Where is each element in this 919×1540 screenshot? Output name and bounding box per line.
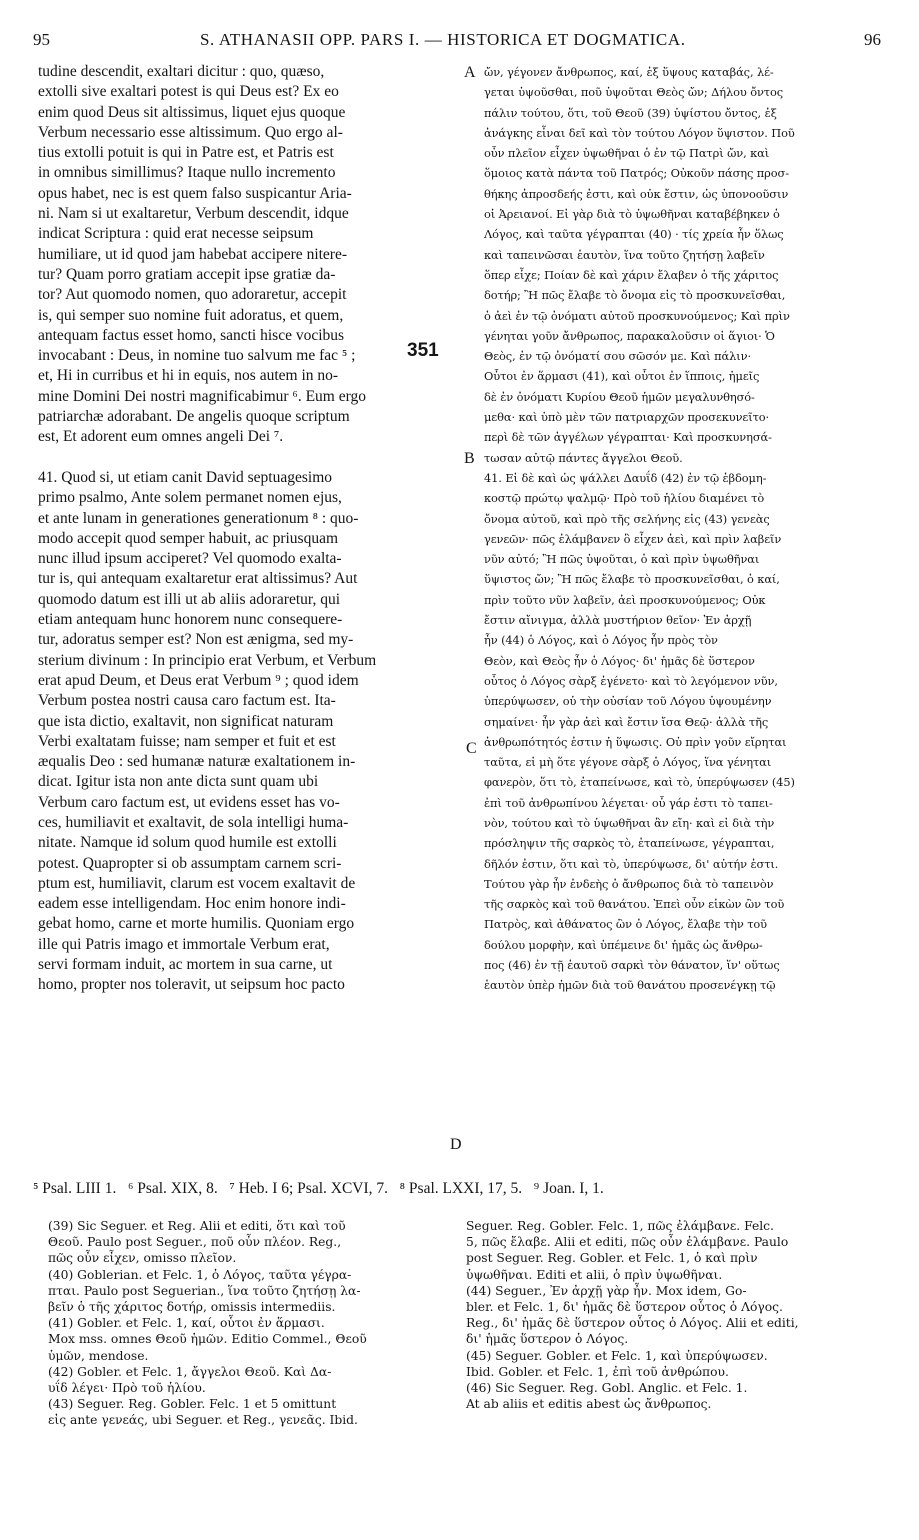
latin-text-line: antequam factus esset homo, sancti hisce vocibus [38, 326, 345, 344]
margin-letter-a: A [464, 64, 476, 81]
scripture-references: ⁵ Psal. LIII 1. ⁶ Psal. XIX, 8. ⁷ Heb. I 6; Psal. XCVI, 7. ⁸ Psal. LXXI, 17, 5. ⁹ Joan. I, 1. [33, 1180, 604, 1197]
latin-text-line: in omnibus simillimus? Itaque nullo incremento [38, 164, 336, 182]
greek-text-line: ἐπὶ τοῦ ἀνθρωπίνου λέγεται· οὗ γάρ ἐστι τὸ ταπει- [484, 795, 773, 810]
latin-text-line: ptum est, humiliavit, clarum est vocem exaltavit de [38, 874, 356, 892]
footnote-line: εἰς ante γενεάς, ubi Seguer. et Reg., γενεᾶς. Ibid. [48, 1413, 358, 1428]
latin-text-line: patriarchæ adorabant. De angelis quoque scriptum [38, 408, 350, 426]
greek-text-line: δὲ ἐν ὀνόματι Κυρίου Θεοῦ ἡμῶν μεγαλυνθησό- [484, 389, 755, 404]
greek-text-line: Πατρὸς, καὶ ἀθάνατος ὢν ὁ Λόγος, ἔλαβε τὴν τοῦ [484, 917, 767, 932]
greek-text-line: οὗτος ὁ Λόγος σὰρξ ἐγένετο· καὶ τὸ λεγόμενον νῦν, [484, 673, 778, 688]
latin-text-line: erat apud Deum, et Deus erat Verbum ⁹ ; quod idem [38, 671, 359, 689]
marginal-page-reference: 351 [407, 340, 439, 361]
greek-text-line: καὶ ταπεινῶσαι ἑαυτὸν, ἵνα τοῦτο ζητήσῃ λαβεῖν [484, 247, 765, 262]
greek-text-line: πος (46) ἐν τῇ ἑαυτοῦ σαρκὶ τὸν θάνατον, ἵν' οὕτως [484, 958, 780, 973]
latin-text-line: Verbi exaltatam fuisse; nam semper et fuit et est [38, 732, 336, 750]
greek-column [484, 62, 884, 996]
footnote-line: (39) Sic Seguer. et Reg. Alii et editi, ὅτι καὶ τοῦ [48, 1219, 346, 1233]
latin-text-line: que ista dictio, exaltavit, non significat naturam [38, 712, 334, 730]
greek-text-line: ταῦτα, εἰ μὴ ὅτε γέγονε σὰρξ ὁ Λόγος, ἵνα γένηται [484, 755, 772, 770]
latin-text-line: sterium divinum : In principio erat Verbum, et Verbum [38, 651, 377, 669]
latin-text-line: tor? Aut quomodo nomen, quo adoraretur, accepit [38, 286, 347, 304]
latin-text-line: tur? Quam porro gratiam accepit ipse gratiæ da- [38, 265, 336, 283]
footnotes-right [466, 1218, 891, 1412]
greek-text-line: οὖν πλεῖον εἶχεν ὑψωθῆναι ὁ ἐν τῷ Πατρὶ ὤν, καὶ [484, 146, 770, 161]
footnote-line: υΐδ λέγει· Πρὸ τοῦ ἡλίου. [48, 1380, 206, 1395]
greek-text-line: ἀνάγκης εἶναι δεῖ καὶ τὸν τούτου Λόγον ὕψιστον. Ποῦ [484, 125, 795, 140]
latin-text-line: etiam antequam hunc honorem nunc consequere- [38, 611, 343, 629]
greek-text-line: Θεὸν, καὶ Θεὸς ἦν ὁ Λόγος· δι' ἡμᾶς δὲ ὕστερον [484, 653, 755, 668]
greek-text-line: πρὶν τοῦτο νῦν λαβεῖν, ἀεὶ προσκυνούμενος; Οὐκ [484, 592, 766, 607]
greek-text-line: ἑαυτὸν ὑπὲρ ἡμῶν διὰ τοῦ θανάτου προσενέγκῃ τῷ [484, 978, 776, 993]
footnote-line: ὑψωθῆναι. Editi et alii, ὁ πρὶν ὑψωθῆναι. [466, 1267, 723, 1282]
latin-text-line: 41. Quod si, ut etiam canit David septuagesimo [38, 468, 333, 486]
greek-text-line: νῦν αὐτό; Ἢ πῶς ὑψοῦται, ὁ καὶ πρὶν ὑψωθῆναι [484, 552, 760, 567]
latin-text-line: et ante lunam in generationes generationum ⁸ : quo- [38, 509, 359, 527]
footnotes-left [48, 1218, 458, 1428]
greek-text-line: ὅμοιος κατὰ πάντα τοῦ Πατρός; Οὐκοῦν πάσης προσ- [484, 166, 789, 181]
greek-text-line: δοτήρ; Ἢ πῶς ἔλαβε τὸ ὄνομα εἰς τὸ προσκυνεῖσθαι, [484, 288, 786, 303]
footnote-line: (40) Goblerian. et Felc. 1, ὁ Λόγος, ταῦτα γέγρα- [48, 1267, 352, 1282]
greek-text-line: Θεὸς, ἐν τῷ ὀνόματί σου σῶσόν με. Καὶ πάλιν· [484, 349, 751, 364]
greek-text-line: θήκης ἀπροσδεής ἐστι, καὶ οὐκ ἔστιν, ὡς ὑπονοοῦσιν [484, 186, 789, 201]
latin-text-line: ille qui Patris imago et immortale Verbum erat, [38, 935, 330, 953]
greek-text-line: ὑπερύψωσεν, οὐ τὴν οὐσίαν τοῦ Λόγου ὑψουμένην [484, 694, 772, 709]
running-title: S. ATHANASII OPP. PARS I. — HISTORICA ET DOGMATICA. [200, 30, 686, 49]
footnote-line: (46) Sic Seguer. Reg. Gobl. Anglic. et Felc. 1. [466, 1380, 748, 1395]
footnote-line: Seguer. Reg. Gobler. Felc. 1, πῶς ἐλάμβανε. Felc. [466, 1219, 774, 1233]
footnote-line: (41) Gobler. et Felc. 1, καί, οὗτοι ἐν ἅρμασι. [48, 1316, 325, 1331]
greek-text-line: τωσαν αὐτῷ πάντες ἄγγελοι Θεοῦ. [484, 450, 683, 465]
greek-text-line: γένηται γοῦν ἄνθρωπος, παρακαλοῦσιν οἱ ἅγιοι· Ὁ [484, 328, 775, 343]
greek-text-line: πάλιν τούτου, ὅτι, τοῦ Θεοῦ (39) ὑψίστου ὄντος, ἐξ [484, 105, 777, 120]
latin-text-line: tius extolli potuit is qui in Patre est, et Patris est [38, 144, 334, 162]
greek-text-line: φανερὸν, ὅτι τὸ, ἐταπείνωσε, καὶ τὸ, ὑπερύψωσεν (45) [484, 775, 795, 790]
latin-text-line: Verbum necessario esse altissimum. Quo ergo al- [38, 123, 343, 141]
greek-text-line: τῆς σαρκὸς καὶ τοῦ θανάτου. Ἐπεὶ οὖν εἰκὼν ὢν τοῦ [484, 897, 785, 912]
latin-text-line: nunc illud ipsum acciperet? Vel quomodo exalta- [38, 550, 342, 568]
latin-text-line: ni. Nam si ut exaltaretur, Verbum descendit, idque [38, 205, 349, 223]
latin-text-line: homo, propter nos toleravit, ut seipsum hoc pacto [38, 976, 345, 994]
greek-text-line: 41. Εἰ δὲ καὶ ὡς ψάλλει Δαυΐδ (42) ἐν τῷ ἑβδομη- [484, 470, 767, 485]
latin-text-line: gebat homo, carne et morte humilis. Quoniam ergo [38, 915, 355, 933]
footnote-line: 5, πῶς ἔλαβε. Alii et editi, πῶς οὖν ἐλάμβανε. Paulo [466, 1235, 789, 1250]
footnote-line: post Seguer. Reg. Gobler. et Felc. 1, ὁ καὶ πρὶν [466, 1251, 758, 1266]
margin-letter-d: D [450, 1136, 462, 1153]
greek-text-line: ὁ ἀεὶ ἐν τῷ ὀνόματι αὐτοῦ προσκυνούμενος; Καὶ πρὶν [484, 308, 790, 323]
footnote-line: Θεοῦ. Paulo post Seguer., ποῦ οὖν πλέον. Reg., [48, 1235, 342, 1250]
greek-text-line: δούλου μορφὴν, καὶ ὑπέμεινε δι' ἡμᾶς ὡς ἄνθρω- [484, 937, 763, 952]
latin-text-line: æqualis Deo : sed humanæ naturæ exaltationem in- [38, 753, 356, 771]
latin-text-line: tur is, qui antequam exaltaretur erat altissimus? Aut [38, 570, 358, 588]
greek-text-line: νὸν, τούτου καὶ τὸ ὑψωθῆναι ἂν εἴη· καὶ εἰ διὰ τὴν [484, 815, 775, 830]
footnote-line: δι' ἡμᾶς ὕστερον ὁ Λόγος. [466, 1332, 629, 1347]
page-number-right: 96 [864, 30, 881, 49]
latin-text-line [38, 448, 466, 468]
latin-text-line: servi formam induit, ac mortem in sua carne, ut [38, 956, 333, 974]
footnote-line: At ab aliis et editis abest ὡς ἄνθρωπος. [466, 1397, 712, 1412]
greek-text-line: σημαίνει· ἦν γὰρ ἀεὶ καὶ ἔστιν ἴσα Θεῷ· ἀλλὰ τῆς [484, 714, 769, 729]
greek-text-line: ὅπερ εἶχε; Ποίαν δὲ καὶ χάριν ἔλαβεν ὁ τῆς χάριτος [484, 267, 779, 282]
latin-text-line: nitate. Namque id solum quod humile est extolli [38, 834, 337, 852]
latin-text-line: extolli sive exaltari potest is qui Deus est? Ex eo [38, 83, 339, 101]
latin-text-line: quomodo datum est illi ut ab aliis adoraretur, qui [38, 590, 341, 608]
greek-text-line: Οὗτοι ἐν ἅρμασι (41), καὶ οὗτοι ἐν ἵπποις, ἡμεῖς [484, 369, 760, 384]
latin-text-line: potest. Quapropter si ob assumptam carnem scri- [38, 854, 342, 872]
greek-text-line: οἱ Ἀρειανοί. Εἰ γὰρ διὰ τὸ ὑψωθῆναι καταβέβηκεν ὁ [484, 207, 780, 222]
latin-text-line: invocabant : Deus, in nomine tuo salvum me fac ⁵ ; [38, 347, 356, 365]
footnote-line: (43) Seguer. Reg. Gobler. Felc. 1 et 5 omittunt [48, 1397, 337, 1412]
margin-letter-c: C [466, 740, 477, 757]
latin-text-line: opus habet, nec is est quem falso suspicantur Aria- [38, 184, 352, 202]
greek-text-line: ὄνομα αὐτοῦ, καὶ πρὸ τῆς σελήνης εἰς (43) γενεὰς [484, 511, 770, 526]
latin-text-line: indicat Scriptura : quid erat necesse seipsum [38, 225, 314, 243]
latin-text-line: humiliare, ut id quod jam habebat accipere nitere- [38, 245, 348, 263]
latin-text-line: eadem esse intelligendam. Hoc enim honore indi- [38, 895, 346, 913]
latin-text-line: mine Domini Dei nostri magnificabimur ⁶. Eum ergo [38, 387, 366, 405]
latin-text-line: primo psalmo, Ante solem permanet nomen ejus, [38, 489, 342, 507]
latin-text-line: enim quod Deus sit altissimus, liquet ejus quoque [38, 103, 346, 121]
footnote-line: βεῖν ὁ τῆς χάριτος δοτήρ, omissis intermediis. [48, 1299, 336, 1314]
page-header [0, 30, 919, 56]
latin-text-line: ces, humiliavit et exaltavit, de sola intelligi huma- [38, 813, 349, 831]
greek-text-line: πρόσληψιν τῆς σαρκὸς τὸ, ἐταπείνωσε, γέγραπται, [484, 836, 775, 851]
latin-text-line: est, Et adorent eum omnes angeli Dei ⁷. [38, 428, 284, 446]
footnote-line: Mox mss. omnes Θεοῦ ἡμῶν. Editio Commel., Θεοῦ [48, 1332, 367, 1347]
greek-text-line: δῆλόν ἐστιν, ὅτι καὶ τὸ, ὑπερύψωσε, δι' αὐτήν ἐστι. [484, 856, 779, 871]
latin-text-line: tur, adoratus semper est? Non est ænigma, sed my- [38, 631, 354, 649]
greek-text-line: κοστῷ πρώτῳ ψαλμῷ· Πρὸ τοῦ ἡλίου διαμένει τὸ [484, 491, 765, 506]
page-number-left: 95 [33, 30, 50, 49]
greek-text-line: γενεῶν· πῶς ἐλάμβανεν ὃ εἶχεν ἀεὶ, καὶ πρὶν λαβεῖν [484, 531, 782, 546]
latin-column [38, 62, 466, 996]
greek-text-line: Τούτου γὰρ ἦν ἐνδεὴς ὁ ἄνθρωπος διὰ τὸ ταπεινὸν [484, 876, 774, 891]
footnote-line: Reg., δι' ἡμᾶς δὲ ὕστερον οὗτος ὁ Λόγος. Alii et editi, [466, 1316, 799, 1331]
latin-text-line: is, qui semper suo nomine fuit adoratus, et quem, [38, 306, 344, 324]
latin-text-line: modo accepit quod semper habuit, ac priusquam [38, 529, 339, 547]
latin-text-line: et, Hi in curribus et hi in equis, nos autem in no- [38, 367, 339, 385]
latin-text-line: Verbum postea nostri causa caro factum est. Ita- [38, 692, 336, 710]
latin-text-line: dicat. Igitur ista non ante dicta sunt quam ubi [38, 773, 319, 791]
greek-text-line: Λόγος, καὶ ταῦτα γέγραπται (40) · τίς χρεία ἦν ὅλως [484, 227, 784, 242]
greek-text-line: ὕψιστος ὤν; Ἢ πῶς ἔλαβε τὸ προσκυνεῖσθαι, ὁ καί, [484, 572, 780, 587]
footnote-line: (42) Gobler. et Felc. 1, ἄγγελοι Θεοῦ. Καὶ Δα- [48, 1364, 332, 1379]
footnote-line: bler. et Felc. 1, δι' ἡμᾶς δὲ ὕστερον οὗτος ὁ Λόγος. [466, 1299, 783, 1314]
greek-text-line: περὶ δὲ τῶν ἀγγέλων γέγραπται· Καὶ προσκυνησά- [484, 430, 772, 445]
latin-text-line: tudine descendit, exaltari dicitur : quo, quæso, [38, 63, 325, 80]
margin-letter-b: B [464, 450, 475, 467]
footnote-line: ὑμῶν, mendose. [48, 1348, 149, 1363]
footnote-line: (44) Seguer., Ἐν ἀρχῇ γὰρ ἦν. Mox idem, Go- [466, 1283, 747, 1298]
footnote-line: πται. Paulo post Seguerian., ἵνα τοῦτο ζητήσῃ λα- [48, 1283, 361, 1298]
footnote-line: (45) Seguer. Gobler. et Felc. 1, καὶ ὑπερύψωσεν. [466, 1348, 768, 1363]
greek-text-line: γεται ὑψοῦσθαι, ποῦ ὑψοῦται Θεὸς ὤν; Δήλου ὄντος [484, 85, 784, 100]
latin-text-line: Verbum caro factum est, ut evidens esset has vo- [38, 793, 340, 811]
greek-text-line: ἀνθρωπότητός ἐστιν ἡ ὕψωσις. Οὐ πρὶν γοῦν εἴρηται [484, 734, 787, 749]
greek-text-line: μεθα· καὶ ὑπὸ μὲν τῶν πατριαρχῶν προσεκυνεῖτο· [484, 410, 770, 425]
greek-text-line: ὤν, γέγονεν ἄνθρωπος, καί, ἐξ ὕψους καταβάς, λέ- [484, 65, 774, 79]
footnote-line: πῶς οὖν εἶχεν, omisso πλεῖον. [48, 1251, 237, 1266]
footnote-line: Ibid. Gobler. et Felc. 1, ἐπὶ τοῦ ἀνθρώπου. [466, 1364, 729, 1379]
greek-text-line: ἦν (44) ὁ Λόγος, καὶ ὁ Λόγος ἦν πρὸς τὸν [484, 633, 718, 648]
greek-text-line: ἔστιν αἴνιγμα, ἀλλὰ μυστήριον θεῖον· Ἐν ἀρχῇ [484, 613, 752, 628]
